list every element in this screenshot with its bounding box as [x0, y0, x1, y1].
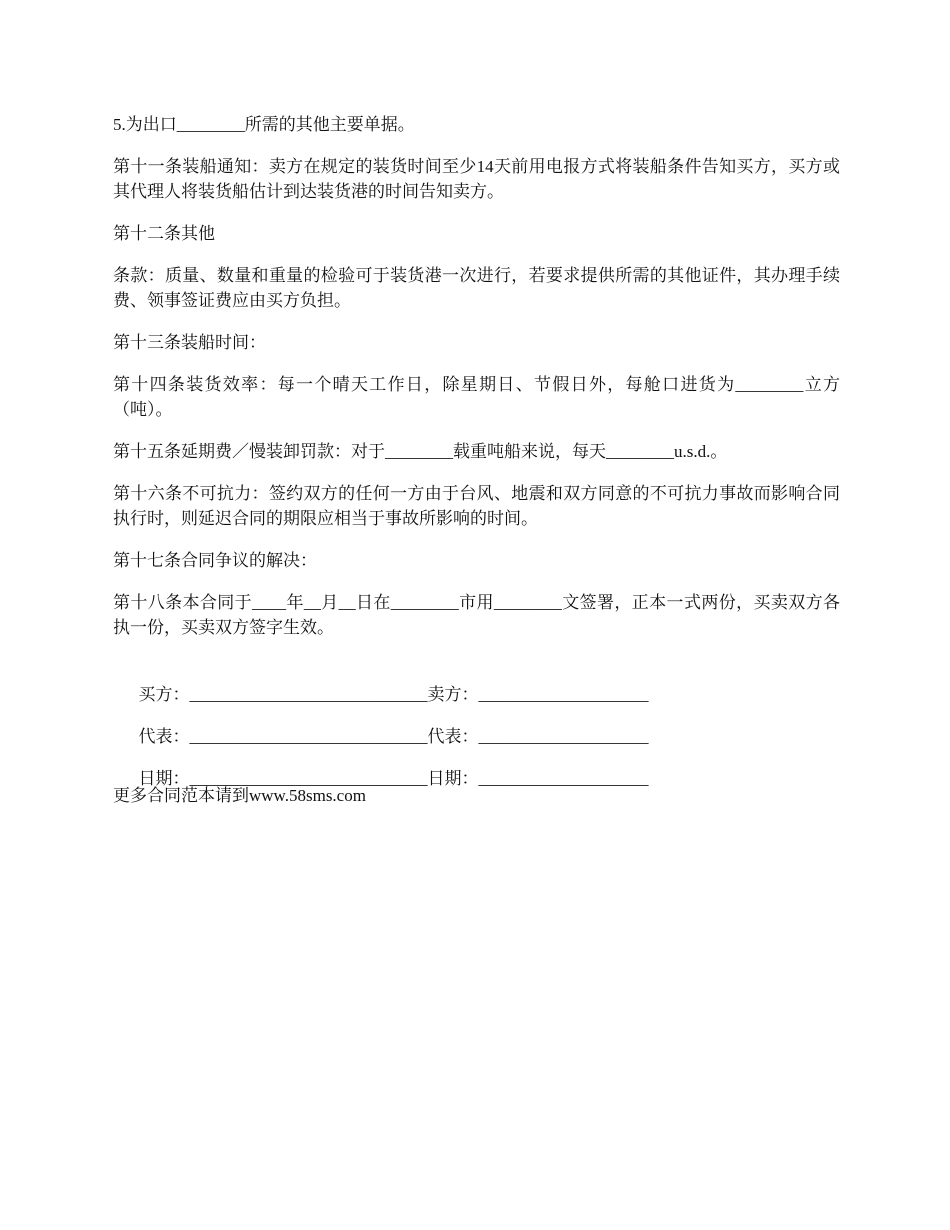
clause-14-loading-rate: 第十四条装货效率：每一个晴天工作日，除星期日、节假日外，每舱口进货为________立方（吨）。 [113, 375, 840, 419]
clause-11-shipping-notice: 第十一条装船通知：卖方在规定的装货时间至少14天前用电报方式将装船条件告知买方，买方或其代理人将装货船估计到达装货港的时间告知卖方。 [113, 157, 840, 201]
buyer-date-line: 日期：____________________________ [138, 769, 428, 788]
document-body [113, 112, 840, 808]
buyer-representative-line: 代表：____________________________ [138, 727, 428, 746]
seller-signature-line: 卖方：____________________ [427, 685, 649, 704]
clause-16-force-majeure: 第十六条不可抗力：签约双方的任何一方由于台风、地震和双方同意的不可抗力事故而影响合同执行时，则延迟合同的期限应相当于事故所影响的时间。 [113, 484, 840, 528]
clause-5-documents: 5.为出口________所需的其他主要单据。 [113, 115, 415, 134]
clause-15-demurrage: 第十五条延期费／慢装卸罚款：对于________载重吨船来说，每天________u.s.d.。 [113, 442, 728, 461]
clause-12-heading: 第十二条其他 [113, 224, 215, 243]
buyer-signature-line: 买方：____________________________ [138, 685, 428, 704]
seller-date-line: 日期：____________________ [427, 769, 649, 788]
clause-13-shipping-time: 第十三条装船时间： [113, 333, 266, 352]
seller-representative-line: 代表：____________________ [427, 727, 649, 746]
signature-row-party [113, 657, 840, 704]
footer-note: 更多合同范本请到www.58sms.com [113, 786, 366, 805]
clause-17-disputes: 第十七条合同争议的解决： [113, 551, 317, 570]
clause-12-terms: 条款：质量、数量和重量的检验可于装货港一次进行，若要求提供所需的其他证件，其办理手续费、领事签证费应由买方负担。 [113, 266, 840, 310]
clause-18-signing: 第十八条本合同于____年__月__日在________市用________文签署，正本一式两份，买卖双方各执一份，买卖双方签字生效。 [113, 593, 840, 637]
